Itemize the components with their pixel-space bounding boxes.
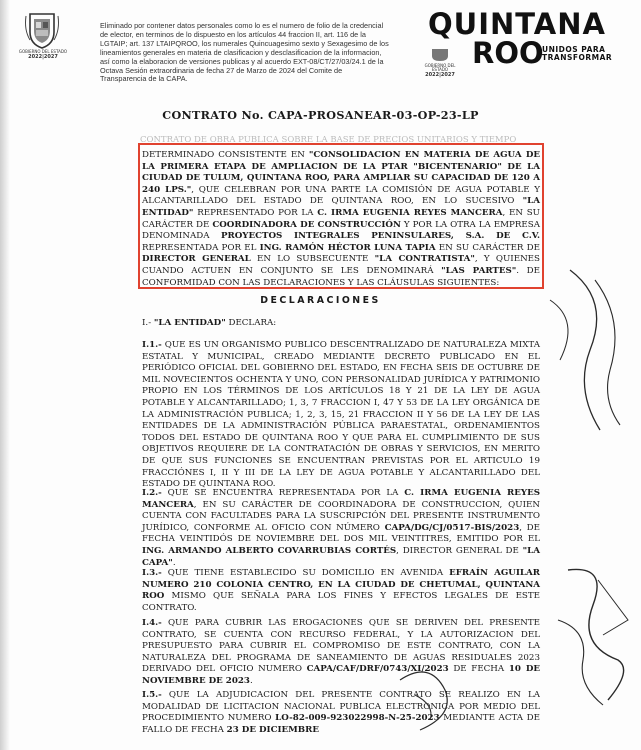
quintana-roo-logo — [420, 7, 630, 78]
declaration-i4: I.4.- QUE PARA CUBRIR LAS EROGACIONES QUE SE DERIVEN DEL PRESENTE CONTRATO, SE CUENTA CON RECURSO FEDERAL, Y LA AUTORIZACION DEL PRESUPUESTO PARA CUBRIR EL COMPROMISO DE ESTE CONTRATO, CON LA NATURALEZA DEL PROGRAMA DE SANEAMIENTO DE AGUAS RESIDUALES 2023 DERIVADO DEL OFICIO NUMERO CAPA/CAF/DRF/0743/XI/2023 DE FECHA 10 DE NOVIEMBRE DE 2023. — [142, 618, 540, 686]
declaraciones-heading: DECLARACIONES — [260, 295, 381, 306]
logo-word-roo: ROO — [472, 36, 544, 70]
declaration-i1: I.1.- QUE ES UN ORGANISMO PUBLICO DESCENTRALIZADO DE NATURALEZA MIXTA ESTATAL Y MUNICIPAL, CREADO MEDIANTE DECRETO PUBLICADO EN EL PERIÓDICO OFICIAL DEL GOBIERNO DEL ESTADO, EN FECHA SEIS DE OCTUBRE DE MIL NOVECIENTOS OCHENTA Y UNO, CON PERSONALIDAD JURÍDICA Y PATRIMONIO PROPIO EN LOS TÉRMINOS DE LOS ARTÍCULOS 18 Y 21 DE LA LEY DE AGUA POTABLE Y ALCANTARILLADO; 1, 3, 7 FRACCION I, 47 Y 53 DE LA LEY ORGÁNICA DE LA ADMINISTRACIÓN PUBLICA; 1, 2, 3, 15, 21 FRACCION II Y 56 DE LA LEY DE LAS ENTIDADES DE LA ADMINISTRACIÓN PÚBLICA PARAESTATAL, ORDENAMIENTOS TODOS DEL ESTADO DE QUINTANA ROO Y QUE PARA EL CUMPLIMIENTO DE SUS OBJETIVOS REQUIERE DE LA CONTRATACIÓN DE OBRAS Y SERVICIOS, EN MERITO DE QUE SUS FUNCIONES SE ENCUENTRAN PREVISTAS POR EL ARTICULO 19 FRACCIÓNES I, II Y III DE LA LEY DE AGUA POTABLE Y ALCANTARILLADO DEL ESTADO DE QUINTANA ROO. — [142, 340, 540, 490]
logo-tagline: UNIDOS PARA TRANSFORMAR — [542, 45, 613, 62]
cutoff-line: CONTRATO DE OBRA PÚBLICA SOBRE LA BASE DE PRECIOS UNITARIOS Y TIEMPO — [140, 135, 517, 145]
privacy-redaction-notice: Eliminado por contener datos personales como lo es el numero de folio de la credencial de elector, en terminos de lo dispuesto en los artículos 44 fraccion II, art. 116 de la LGTAIP; art. 137 LTAIPQROO, los numerales Quincuagesimo sexto y Sexagesimo de los lineamientos generales en materia de clasificacion y desclasificacion de la informacion, así como la elaboracion de versiones publicas y al acuerdo EXT-08/CT/27/03/24.1 de la Octava Sesión extraordinaria de fecha 27 de Marzo de 2024 del Comite de Transparencia de la CAPA. — [100, 21, 389, 84]
signature-scribble-top — [540, 260, 635, 440]
logo-seal-caption: GOBIERNO DEL ESTADO 2022|2027 — [420, 48, 460, 77]
contract-intro: DETERMINADO CONSISTENTE EN "CONSOLIDACION EN MATERIA DE AGUA DE LA PRIMERA ETAPA DE AMPLIACION DE LA PTAR "BICENTENARIO" DE LA CIUDAD DE TULUM, QUINTANA ROO, PARA AMPLIAR SU CAPACIDAD DE 120 A 240 LPS.", QUE CELEBRAN POR UNA PARTE LA COMISIÓN DE AGUA POTABLE Y ALCANTARILLADO DEL ESTADO DE QUINTANA ROO, EN LO SUCESIVO "LA ENTIDAD" REPRESENTADO POR LA C. IRMA EUGENIA REYES MANCERA, EN SU CARÁCTER DE COORDINADORA DE CONSTRUCCIÓN Y POR LA OTRA LA EMPRESA DENOMINADA PROYECTOS INTEGRALES PENINSULARES, S.A. DE C.V. REPRESENTADA POR EL ING. RAMÓN HÉCTOR LUNA TAPIA EN SU CARÁCTER DE DIRECTOR GENERAL EN LO SUBSECUENTE "LA CONTRATISTA", Y QUIENES CUANDO ACTUEN EN CONJUNTO SE LES DENOMINARÁ "LAS PARTES". DE CONFORMIDAD CON LAS DECLARACIONES Y LAS CLÁUSULAS SIGUIENTES: — [142, 150, 541, 288]
state-government-logo — [12, 10, 74, 60]
signature-scribble-bottom — [548, 560, 638, 710]
highlight-box — [138, 143, 544, 289]
state-emblem-icon — [22, 10, 62, 50]
section-i-heading: I.- "LA ENTIDAD" DECLARA: — [142, 318, 277, 328]
contract-title: CONTRATO No. CAPA-PROSANEAR-03-OP-23-LP — [162, 108, 479, 122]
declaration-i2: I.2.- QUE SE ENCUENTRA REPRESENTADA POR LA C. IRMA EUGENIA REYES MANCERA, EN SU CARÁCTER DE COORDINADORA DE CONSTRUCCION, QUIEN CUENTA CON FACULTADES PARA LA SUSCRIPCIÓN DEL PRESENTE INSTRUMENTO JURÍDICO, CONFORME AL OFICIO CON NÚMERO CAPA/DG/CJ/0517-BIS/2023, DE FECHA VEINTIDÓS DE NOVIEMBRE DEL DOS MIL VEINTITRES, EMITIDO POR EL ING. ARMANDO ALBERTO COVARRUBIAS CORTÉS, DIRECTOR GENERAL DE "LA CAPA". — [142, 488, 540, 568]
signature-scribble-middle — [390, 660, 470, 740]
declaration-i3: I.3.- QUE TIENE ESTABLECIDO SU DOMICILIO EN AVENIDA EFRAÍN AGUILAR NUMERO 210 COLONIA CENTRO, EN LA CIUDAD DE CHETUMAL, QUINTANA ROO MISMO QUE SEÑALA PARA LOS FINES Y EFECTOS LEGALES DE ESTE CONTRATO. — [142, 568, 540, 613]
logo-word-quintana: QUINTANA — [428, 7, 606, 41]
mini-emblem-icon — [429, 48, 451, 62]
state-emblem-caption: GOBIERNO DEL ESTADO 2022|2027 — [18, 49, 68, 60]
declaration-i5: I.5.- QUE LA ADJUDICACIÓN DEL PRESENTE CONTRATO SE REALIZÓ EN LA MODALIDAD DE LICITACION NACIONAL PUBLICA ELECTRONICA POR MEDIO DEL PROCEDIMIENTO NUMERO LO-82-009-923022998-N-25-2023 MEDIANTE ACTA DE FALLO DE FECHA 23 DE DICIEMBRE — [142, 690, 540, 735]
